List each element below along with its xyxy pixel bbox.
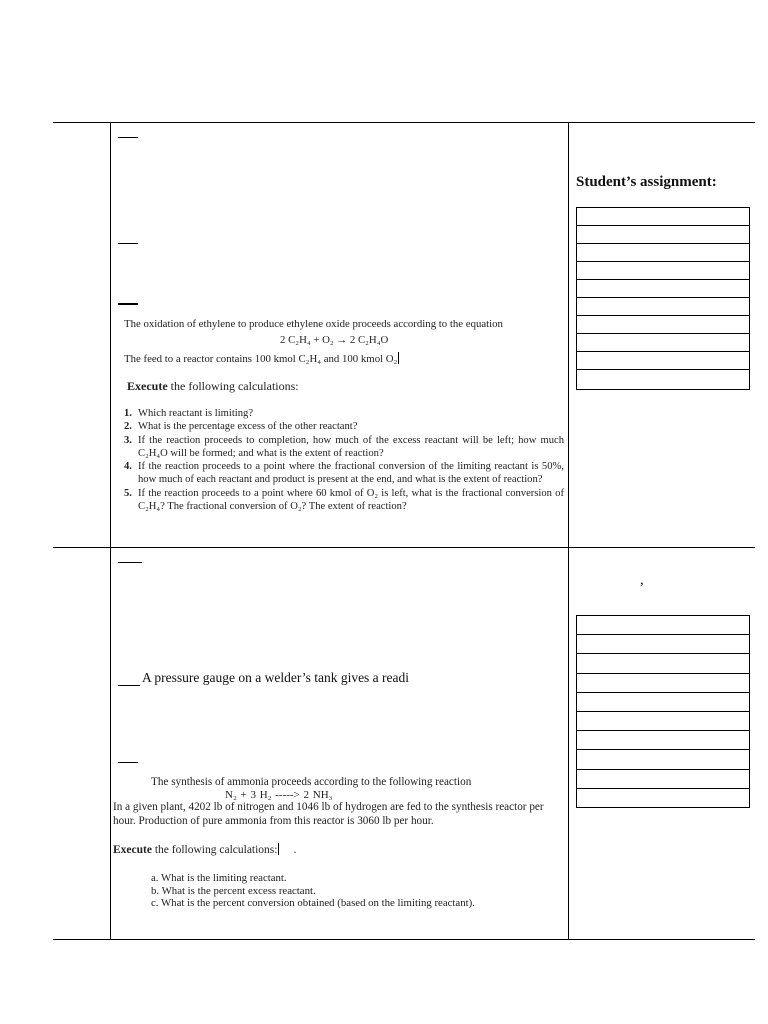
table-column-divider-left — [110, 122, 111, 940]
question-text: If the reaction proceeds to a point where the fractional conversion of the limiting reactant is 50%, how much of each reactant and product is present at the end, and what is the extent of reaction? — [138, 461, 564, 486]
execute-bold: Execute — [127, 379, 168, 393]
list-item — [124, 460, 564, 487]
question-text: Which reactant is limiting? — [138, 408, 254, 419]
table-middle-border — [53, 547, 755, 548]
answer-box-row[interactable] — [577, 370, 749, 388]
problem-ammonia-paragraph: In a given plant, 4202 lb of nitrogen and 1046 lb of hydrogen are fed to the synthesis reactor per hour. Production of pure ammonia from this reactor is 3060 lb per hour. — [113, 801, 544, 827]
problem-ammonia-list — [151, 872, 475, 910]
answer-box-row[interactable] — [577, 654, 749, 673]
answer-box-row[interactable] — [577, 712, 749, 731]
execute-rest: the following calculations: — [167, 379, 299, 393]
question-number: 2. — [124, 421, 132, 433]
question-text: What is the percentage excess of the other reactant? — [138, 421, 358, 433]
stray-comma: , — [640, 572, 644, 588]
problem-ammonia-execute — [113, 843, 296, 856]
assignment-title: Student’s assignment: — [576, 174, 717, 190]
answer-box-row[interactable] — [577, 352, 749, 370]
answer-box-row[interactable] — [577, 635, 749, 654]
table-top-border — [53, 122, 755, 123]
answer-box-row[interactable] — [577, 244, 749, 262]
answer-box-row[interactable] — [577, 262, 749, 280]
answer-blank — [118, 762, 138, 763]
answer-box-row[interactable] — [577, 298, 749, 316]
list-item — [124, 434, 564, 461]
problem1-equation: 2 C₂H₄ + O₂ → 2 C₂H₄O — [280, 334, 389, 346]
execute-tail: . — [293, 844, 297, 856]
execute-rest: the following calculations: — [151, 844, 278, 856]
question-text: If the reaction proceeds to a point where 60 kmol of O₂ is left, what is the fractional conversion of C₂H₄? The fractional conversion of O₂? The extent of reaction? — [138, 487, 564, 513]
list-item — [124, 407, 564, 420]
answer-box-row[interactable] — [577, 226, 749, 244]
answer-box-row[interactable] — [577, 770, 749, 789]
problem-welder-text: A pressure gauge on a welder’s tank gives a readi — [142, 670, 410, 685]
problem-ammonia-intro: The synthesis of ammonia proceeds according to the following reaction — [151, 776, 472, 788]
text-cursor — [278, 843, 279, 855]
answer-box-row[interactable] — [577, 208, 749, 226]
problem1-question-list — [124, 407, 564, 513]
answer-box-row[interactable] — [577, 334, 749, 352]
assignment-answer-box — [576, 207, 750, 390]
answer-box-row[interactable] — [577, 693, 749, 712]
list-item: c. What is the percent conversion obtained (based on the limiting reactant). — [151, 897, 475, 910]
problem1-feed-text: The feed to a reactor contains 100 kmol C₂H₄ and 100 kmol O₂ — [124, 353, 398, 365]
answer-box-row[interactable] — [577, 316, 749, 334]
assignment-answer-box — [576, 615, 750, 808]
problem1-feed — [124, 352, 399, 366]
problem-ammonia-equation: N₂ + 3 H₂ -----> 2 NH₃ — [225, 789, 333, 801]
problem1-execute — [127, 380, 299, 393]
list-item — [124, 487, 564, 514]
table-bottom-border — [53, 939, 755, 940]
question-number: 4. — [124, 461, 132, 473]
answer-box-row[interactable] — [577, 789, 749, 808]
question-number: 5. — [124, 487, 132, 499]
problem1-intro: The oxidation of ethylene to produce ethylene oxide proceeds according to the equation — [124, 318, 503, 330]
answer-box-row[interactable] — [577, 280, 749, 298]
question-number: 3. — [124, 434, 132, 446]
answer-blank — [118, 685, 140, 686]
answer-blank — [118, 303, 138, 305]
text-cursor — [398, 352, 399, 364]
question-number: 1. — [124, 408, 132, 419]
answer-blank — [118, 137, 138, 138]
list-item: a. What is the limiting reactant. — [151, 872, 287, 884]
question-text: If the reaction proceeds to completion, how much of the excess reactant will be left; how much C₂H₄O will be formed; and what is the extent of reaction? — [138, 434, 564, 459]
answer-box-row[interactable] — [577, 750, 749, 769]
answer-blank — [118, 562, 142, 563]
list-item: b. What is the percent excess reactant. — [151, 884, 316, 897]
list-item — [124, 420, 564, 433]
table-column-divider-right — [568, 122, 569, 940]
answer-box-row[interactable] — [577, 616, 749, 635]
answer-box-row[interactable] — [577, 731, 749, 750]
execute-bold: Execute — [113, 844, 152, 856]
answer-box-row[interactable] — [577, 674, 749, 693]
answer-blank — [118, 243, 138, 244]
